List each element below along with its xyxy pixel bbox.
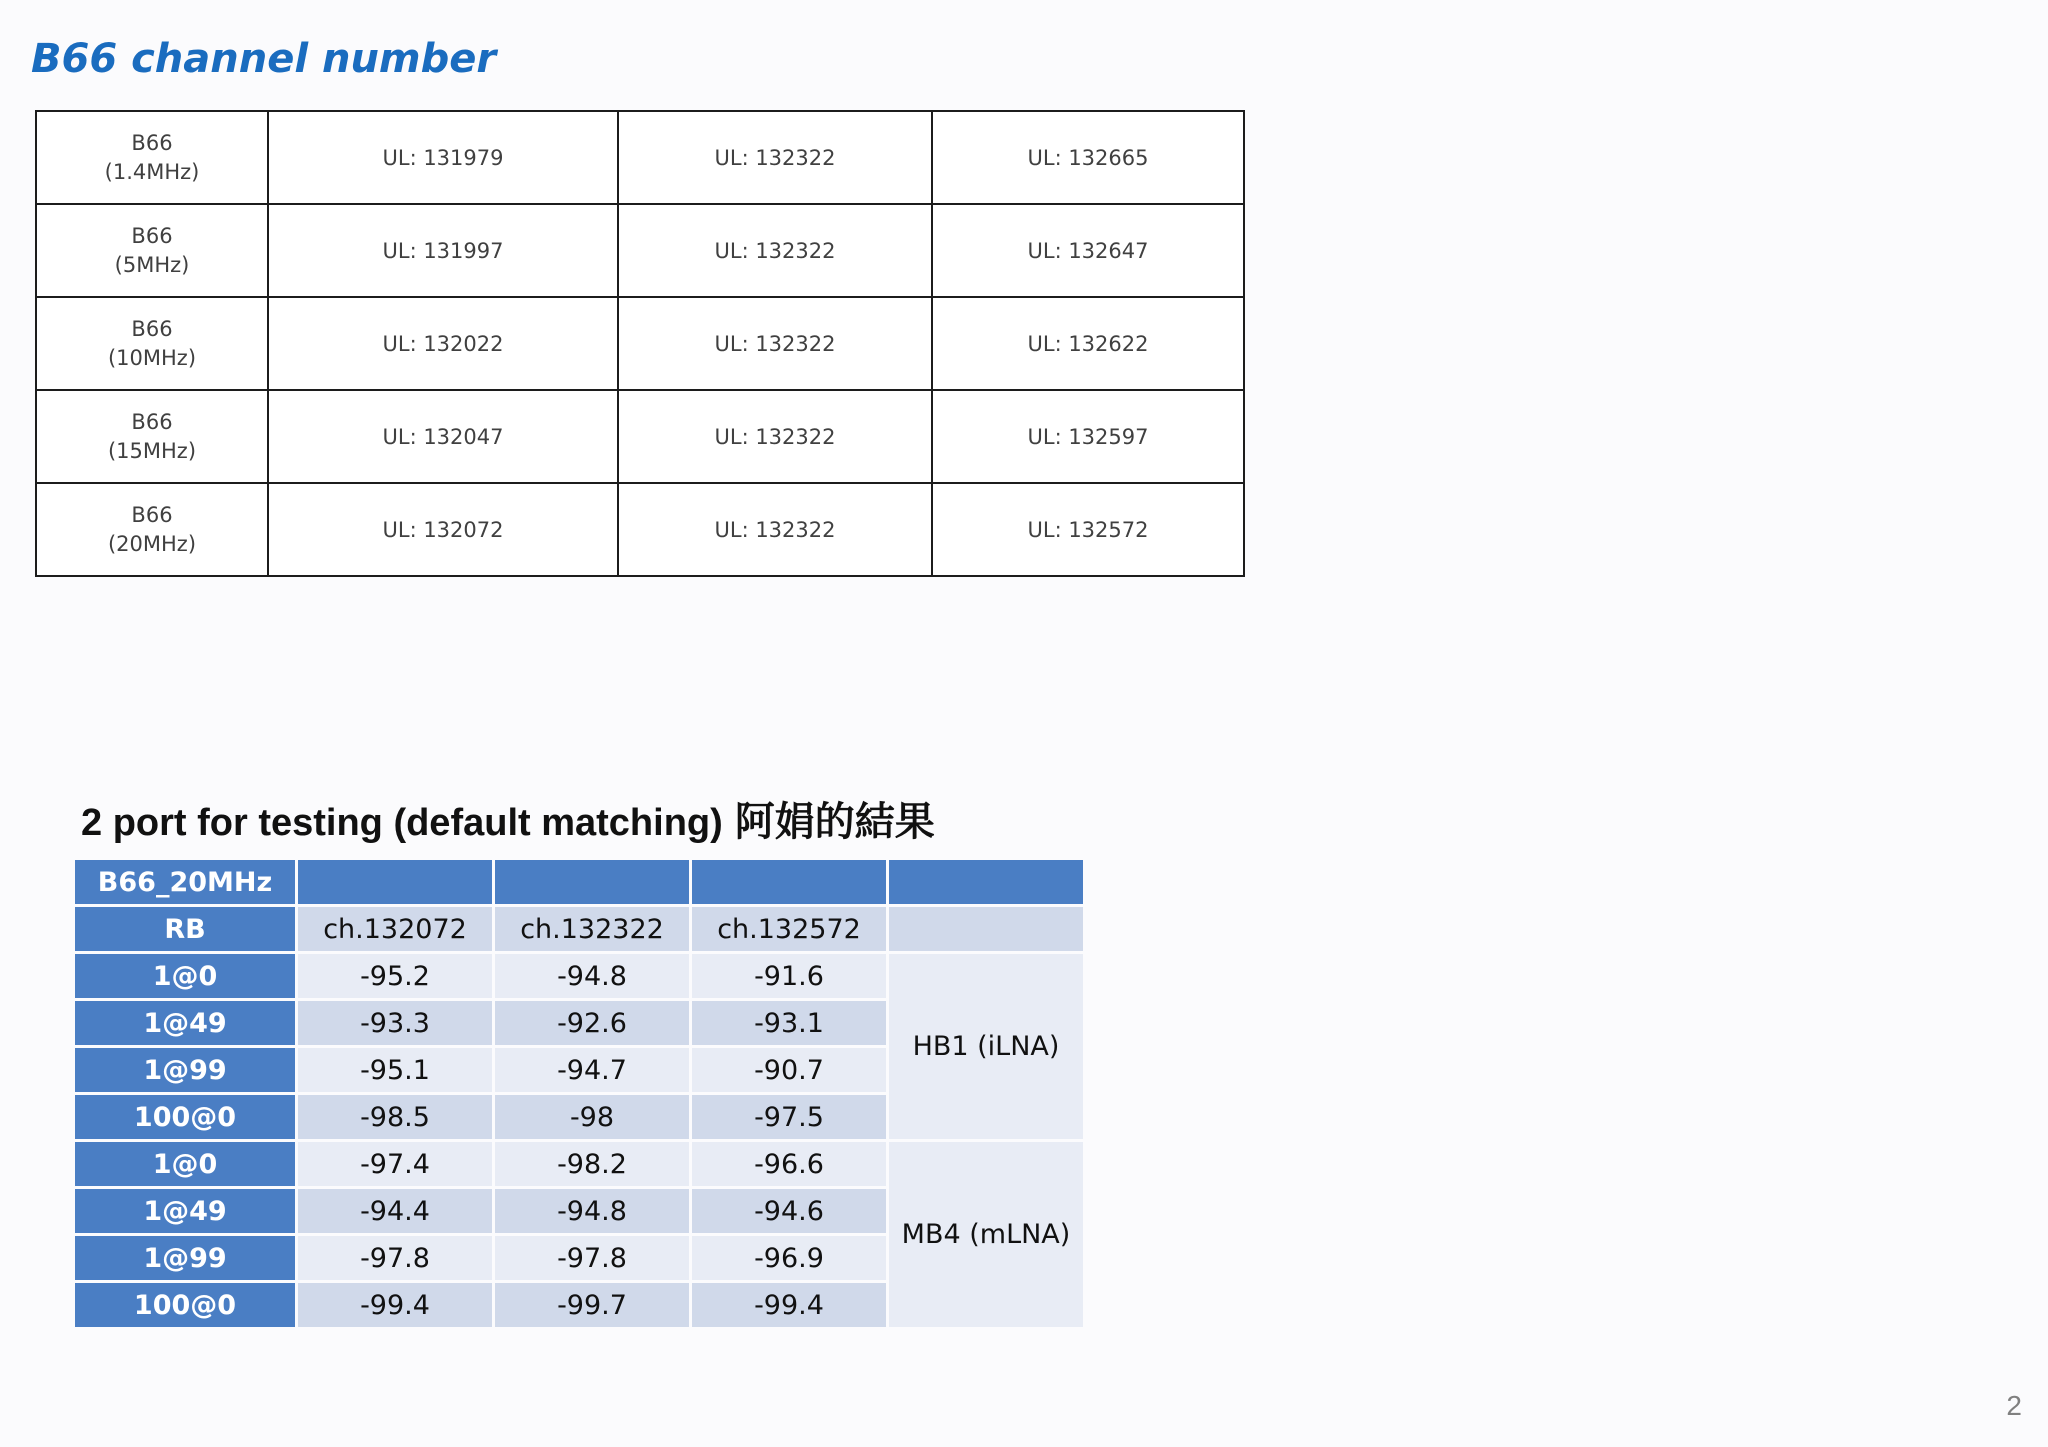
table-row [75,1142,1083,1186]
table-row [36,390,1244,483]
rb-cell: 1@49 [75,1001,295,1045]
band-cell [36,111,268,204]
channel-cell: UL: 131979 [268,111,618,204]
value-cell: -96.6 [692,1142,886,1186]
bandwidth: (1.4MHz) [104,159,200,184]
band-cell [36,483,268,576]
band-name: B66 [131,409,173,434]
value-cell: -94.7 [495,1048,689,1092]
value-cell: -95.1 [298,1048,492,1092]
value-cell: -97.5 [692,1095,886,1139]
bandwidth: (10MHz) [107,345,197,370]
table-row [36,297,1244,390]
results-table [72,857,1086,1330]
value-cell: -97.8 [298,1236,492,1280]
table-row [75,954,1083,998]
band-header: B66_20MHz [75,860,295,904]
band-name: B66 [131,502,173,527]
band-cell [36,204,268,297]
bandwidth: (15MHz) [107,438,197,463]
channel-cell: UL: 132322 [618,111,932,204]
rb-cell: 100@0 [75,1095,295,1139]
results-heading-cjk: 阿娟的結果 [734,798,935,845]
channel-cell: UL: 132597 [932,390,1244,483]
table-row [36,111,1244,204]
value-cell: -98.5 [298,1095,492,1139]
channel-header: ch.132072 [298,907,492,951]
channel-cell: UL: 132647 [932,204,1244,297]
lna-group-label: HB1 (iLNA) [889,954,1083,1139]
channel-header: ch.132572 [692,907,886,951]
channel-cell: UL: 131997 [268,204,618,297]
table-header-row [75,860,1083,904]
band-name: B66 [131,223,173,248]
band-cell [36,390,268,483]
channel-cell: UL: 132047 [268,390,618,483]
header-cell [692,860,886,904]
channel-cell: UL: 132665 [932,111,1244,204]
value-cell: -93.1 [692,1001,886,1045]
rb-cell: 1@0 [75,1142,295,1186]
band-cell [36,297,268,390]
channel-cell: UL: 132022 [268,297,618,390]
value-cell: -94.8 [495,1189,689,1233]
bandwidth: (20MHz) [107,531,197,556]
blank-cell [889,907,1083,951]
rb-cell: 1@49 [75,1189,295,1233]
channel-cell: UL: 132072 [268,483,618,576]
results-heading [81,790,935,847]
bandwidth: (5MHz) [114,252,190,277]
value-cell: -99.7 [495,1283,689,1327]
rb-cell: 100@0 [75,1283,295,1327]
page-number: 2 [2006,1390,2022,1421]
value-cell: -98.2 [495,1142,689,1186]
value-cell: -97.4 [298,1142,492,1186]
channel-cell: UL: 132322 [618,297,932,390]
channel-cell: UL: 132322 [618,483,932,576]
value-cell: -94.8 [495,954,689,998]
band-name: B66 [131,130,173,155]
rb-cell: 1@99 [75,1236,295,1280]
slide-title: B66 channel number [31,36,497,82]
value-cell: -93.3 [298,1001,492,1045]
channel-header: ch.132322 [495,907,689,951]
channel-cell: UL: 132322 [618,390,932,483]
channel-header-row [75,907,1083,951]
header-cell [495,860,689,904]
table-row [36,483,1244,576]
value-cell: -96.9 [692,1236,886,1280]
rb-header: RB [75,907,295,951]
channel-cell: UL: 132322 [618,204,932,297]
channel-number-table [35,110,1245,577]
band-name: B66 [131,316,173,341]
value-cell: -90.7 [692,1048,886,1092]
table-row [36,204,1244,297]
value-cell: -99.4 [692,1283,886,1327]
value-cell: -92.6 [495,1001,689,1045]
value-cell: -95.2 [298,954,492,998]
rb-cell: 1@99 [75,1048,295,1092]
header-cell [889,860,1083,904]
value-cell: -94.4 [298,1189,492,1233]
value-cell: -97.8 [495,1236,689,1280]
header-cell [298,860,492,904]
rb-cell: 1@0 [75,954,295,998]
lna-group-label: MB4 (mLNA) [889,1142,1083,1327]
results-heading-text: 2 port for testing (default matching) [81,802,723,844]
value-cell: -91.6 [692,954,886,998]
channel-cell: UL: 132572 [932,483,1244,576]
channel-cell: UL: 132622 [932,297,1244,390]
value-cell: -94.6 [692,1189,886,1233]
value-cell: -99.4 [298,1283,492,1327]
value-cell: -98 [495,1095,689,1139]
